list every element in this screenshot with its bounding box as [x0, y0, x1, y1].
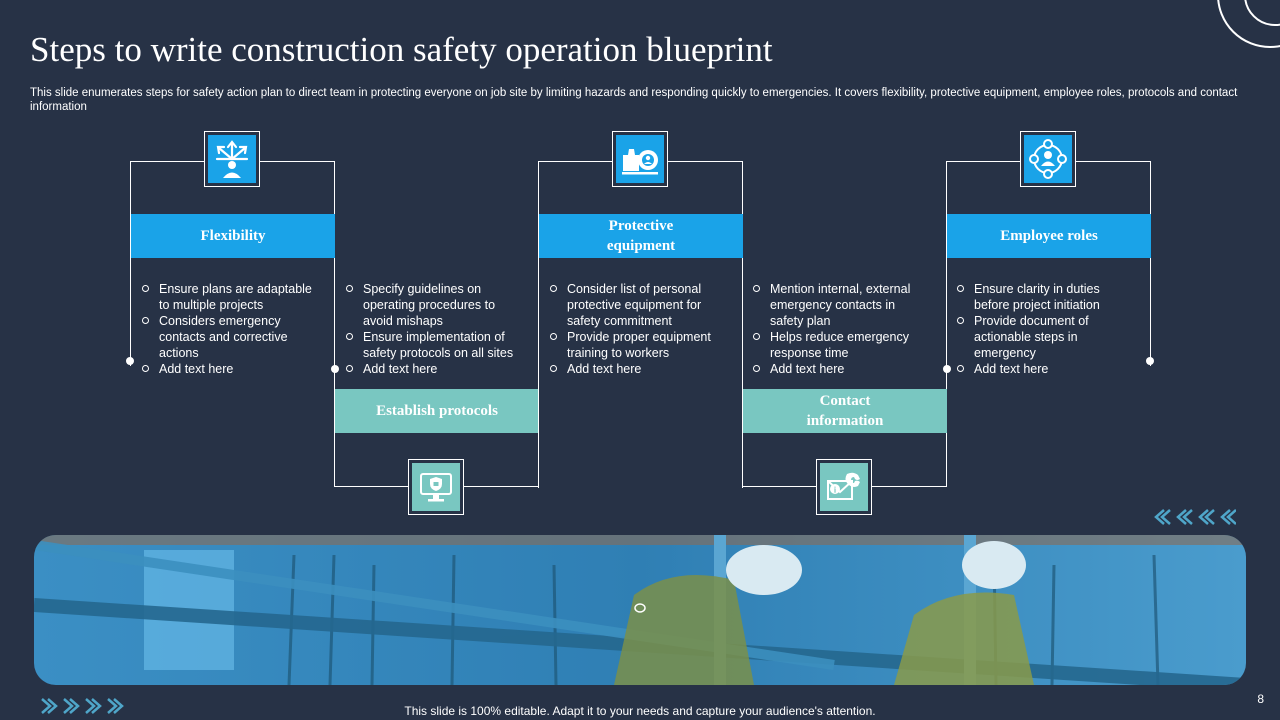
list-item: Ensure implementation of safety protocols on all sites — [345, 329, 520, 361]
team-cycle-icon — [1028, 139, 1068, 179]
list-item: Provide proper equipment training to workers — [549, 329, 724, 361]
safety-gear-icon — [620, 141, 660, 177]
step-bullets-protocols — [345, 281, 520, 377]
step-icon-box-protocols — [408, 459, 464, 515]
secure-monitor-icon — [418, 469, 454, 505]
step-bullets-flexibility — [141, 281, 316, 377]
list-item: Ensure plans are adaptable to multiple projects — [141, 281, 316, 313]
page-number: 8 — [1257, 692, 1264, 706]
step-bullets-protective-equipment — [549, 281, 724, 377]
list-item: Helps reduce emergency response time — [752, 329, 927, 361]
list-item: Ensure clarity in duties before project initiation — [956, 281, 1131, 313]
step-icon-box-protective-equipment — [612, 131, 668, 187]
step-icon-box-flexibility — [204, 131, 260, 187]
construction-photo — [34, 535, 1246, 685]
step-label-protocols: Establish protocols — [335, 389, 539, 433]
connector-dot — [943, 365, 951, 373]
list-item: Add text here — [345, 361, 520, 377]
list-item: Add text here — [549, 361, 724, 377]
step-label-contact-information: Contact information — [743, 389, 947, 433]
list-item: Specify guidelines on operating procedures to avoid mishaps — [345, 281, 520, 329]
slide-title: Steps to write construction safety operation blueprint — [30, 30, 773, 69]
arrows-person-icon — [214, 139, 250, 179]
decorative-circles — [1205, 0, 1280, 70]
step-label-protective-equipment: Protective equipment — [539, 214, 743, 258]
step-icon-box-contact-information — [816, 459, 872, 515]
list-item: Add text here — [752, 361, 927, 377]
list-item: Add text here — [956, 361, 1131, 377]
list-item: Consider list of personal protective equipment for safety commitment — [549, 281, 724, 329]
footer-note: This slide is 100% editable. Adapt it to your needs and capture your audience's attention. — [404, 704, 876, 718]
step-label-employee-roles: Employee roles — [947, 214, 1151, 258]
phone-mail-icon — [825, 469, 863, 505]
connector-dot — [126, 357, 134, 365]
svg-text:i: i — [833, 485, 837, 495]
list-item: Considers emergency contacts and corrective actions — [141, 313, 316, 361]
step-bullets-contact-information — [752, 281, 927, 377]
step-label-flexibility: Flexibility — [131, 214, 335, 258]
step-bullets-employee-roles — [956, 281, 1131, 377]
list-item: Add text here — [141, 361, 316, 377]
connector-dot — [1146, 357, 1154, 365]
chevron-left-decor-icon — [1152, 507, 1236, 527]
list-item: Provide document of actionable steps in emergency — [956, 313, 1131, 361]
list-item: Mention internal, external emergency contacts in safety plan — [752, 281, 927, 329]
step-icon-box-employee-roles — [1020, 131, 1076, 187]
slide-subtitle: This slide enumerates steps for safety action plan to direct team in protecting everyone on job site by limiting hazards and responding quickly to emergencies. It covers flexibility, protective equipment, employee roles, protocols and contact information — [30, 87, 1238, 113]
